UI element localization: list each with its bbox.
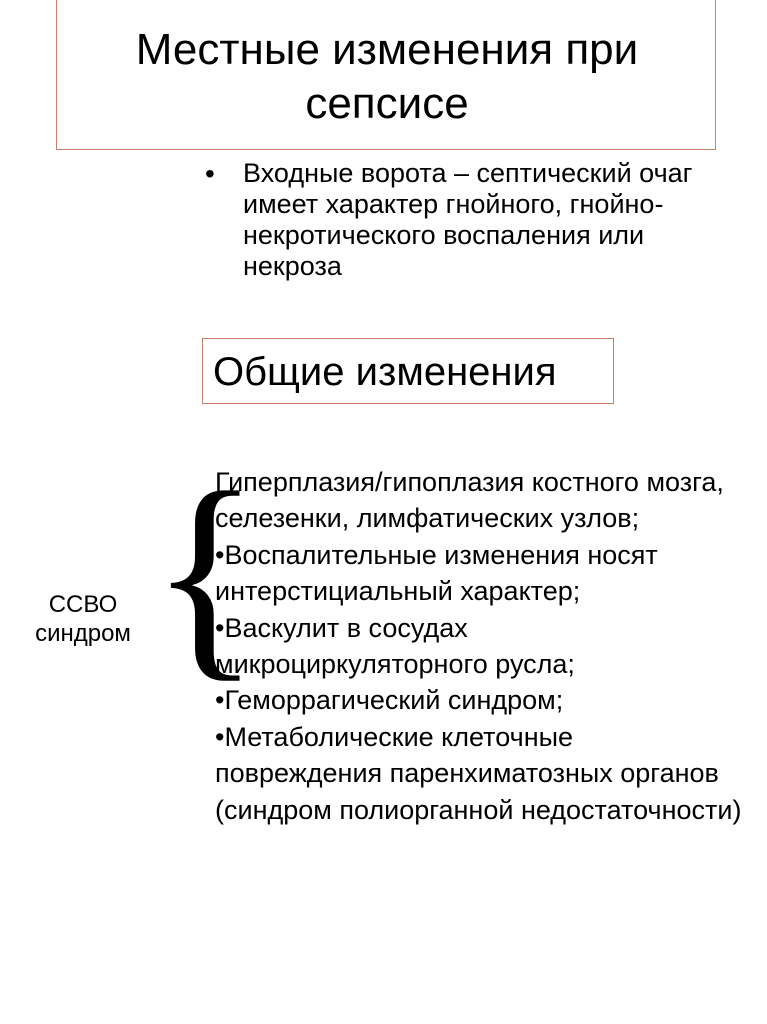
title-box [56,0,716,150]
list-item: •Васкулит в сосудах микроциркуляторного русла; [215,612,575,680]
ssvo-label-line-1: ССВО [48,591,118,618]
ssvo-label-line-2: синдром [35,620,131,647]
title-line-2: сепсисе [305,79,469,128]
list-item: •Воспалительные изменения носят интерстициальный характер; [215,539,658,607]
general-changes-list [215,464,745,828]
list-item: •Геморрагический синдром; [215,685,564,716]
slide-title [57,23,717,131]
general-heading: Общие изменения [213,350,557,394]
list-item: Гиперплазия/гипоплазия костного мозга, селезенки, лимфатических узлов; [215,467,724,534]
list-item: •Метаболические клеточные повреждения паренхиматозных органов (синдром полиорганной недостаточности) [215,721,742,825]
general-heading-box [202,338,614,404]
bullet-icon: • [205,158,215,189]
title-line-1: Местные изменения при [135,25,639,74]
curly-brace-icon: { [150,445,261,700]
ssvo-label [28,590,138,648]
entry-gate-text: Входные ворота – септический очаг имеет характер гнойного, гнойно-некротического воспаления или некроза [243,158,693,281]
